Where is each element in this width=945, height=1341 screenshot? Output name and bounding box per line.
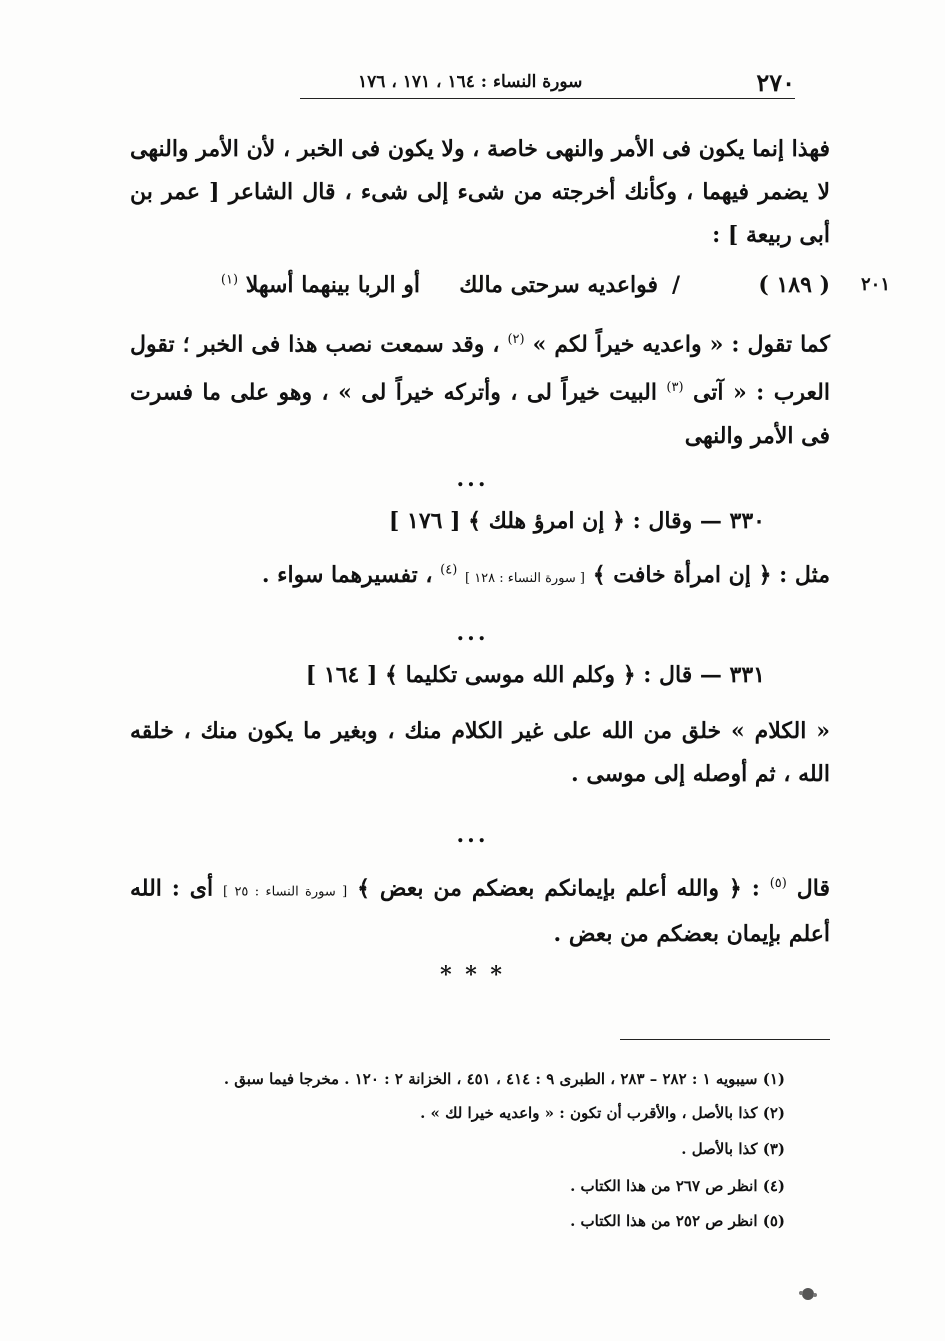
entry-330-heading: ٣٣٠ — وقال : ﴿ إن امرؤ هلك ﴾ [ ١٧٦ ] [388,508,765,534]
entry-last-line-2: أعلم بإيمان بعضكم من بعض . [553,921,830,948]
verse-line [130,268,890,308]
section-separator: ... [456,466,489,492]
running-head: سورة النساء : ١٦٤ ، ١٧١ ، ١٧٦ [358,72,583,92]
verse-hemistich-1: فواعديه سرحتى مالك [459,272,658,298]
quran-reference: [ سورة النساء : ٢٥ ] [223,884,348,900]
paragraph-2-b: ، وقد سمعت نصب هذا فى الخبر ؛ تقول العرب : « آتى [130,331,830,406]
entry-last-text [130,862,830,956]
entry-331-text: « الكلام » خلق من الله على غير الكلام منك ، وبغير ما يكون منك ، خلقه الله ، ثم أوصله إلى موسى . [130,718,830,787]
entry-330-text [262,562,830,588]
entry-330-text-a: مثل : ﴿ إن امرأة خافت ﴾ [592,562,830,588]
paragraph-2-a: كما تقول : « واعديه خيراً لكم » [532,331,830,358]
verse-hemistich-2-text: أو الربا بينهما أسهلا [245,272,420,298]
page-number: ٢٧٠ [756,68,795,97]
footnote-ref: (٤) [440,562,458,578]
footnote-5: (٥) انظر ص ٢٥٢ من هذا الكتاب . [570,1212,785,1230]
ink-speck-icon [795,1285,821,1303]
footnote-2: (٢) كذا بالأصل ، والأقرب أن تكون : « واعديه خيرا لك » . [420,1104,785,1122]
verse-slash: / [671,272,680,298]
end-mark: * * * [440,962,505,988]
footnote-ref: (٢) [507,332,525,347]
footnote-ref: (٥) [769,876,787,891]
paragraph-2-c: البيت خيراً لى ، وأتركه خيراً لى » ، وهو على ما فسرت فى الأمر والنهى [130,379,830,449]
section-separator: ... [456,620,489,646]
margin-number: ٢٠١ [860,274,890,295]
paragraph-1: فهذا إنما يكون فى الأمر والنهى خاصة ، ولا يكون فى الخبر ، لأن الأمر والنهى لا يضمر فيهما ، وكأنك أخرجته من شىء إلى شىء ، قال الشاعر [ عمر بن أبى ربيعة ] : [130,136,830,248]
footnote-ref: (٣) [666,380,684,396]
page-header [300,66,795,99]
paragraph-2 [130,318,830,458]
footnote-1: (١) سيبويه ١ : ٢٨٢ – ٢٨٣ ، الطبرى ٩ : ٤١٤ ، ٤٥١ ، الخزانة ٢ : ١٢٠ . مخرجا فيما سبق . [223,1070,785,1088]
entry-last-line-1-end: أى : الله [130,875,214,902]
footnote-3: (٣) كذا بالأصل . [681,1140,785,1158]
section-separator: ... [456,822,489,848]
entry-last-quote: : ﴿ والله أعلم بإيمانكم بعضكم من بعض ﴾ [357,875,760,902]
verse-hemistich-2 [221,272,420,298]
entry-331-heading: ٣٣١ — قال : ﴿ وكلم الله موسى تكليما ﴾ [ ١٦٤ ] [305,662,765,688]
footnote-4: (٤) انظر ص ٢٦٧ من هذا الكتاب . [570,1177,785,1195]
footnote-rule [620,1039,830,1040]
verse-number: ( ١٨٩ ) [758,272,830,298]
entry-last-lead: قال [796,875,830,902]
quran-reference: [ سورة النساء : ١٢٨ ] [464,571,586,586]
footnote-ref: (١) [220,272,239,288]
entry-330-text-b: ، تفسيرهما سواء . [261,562,433,588]
